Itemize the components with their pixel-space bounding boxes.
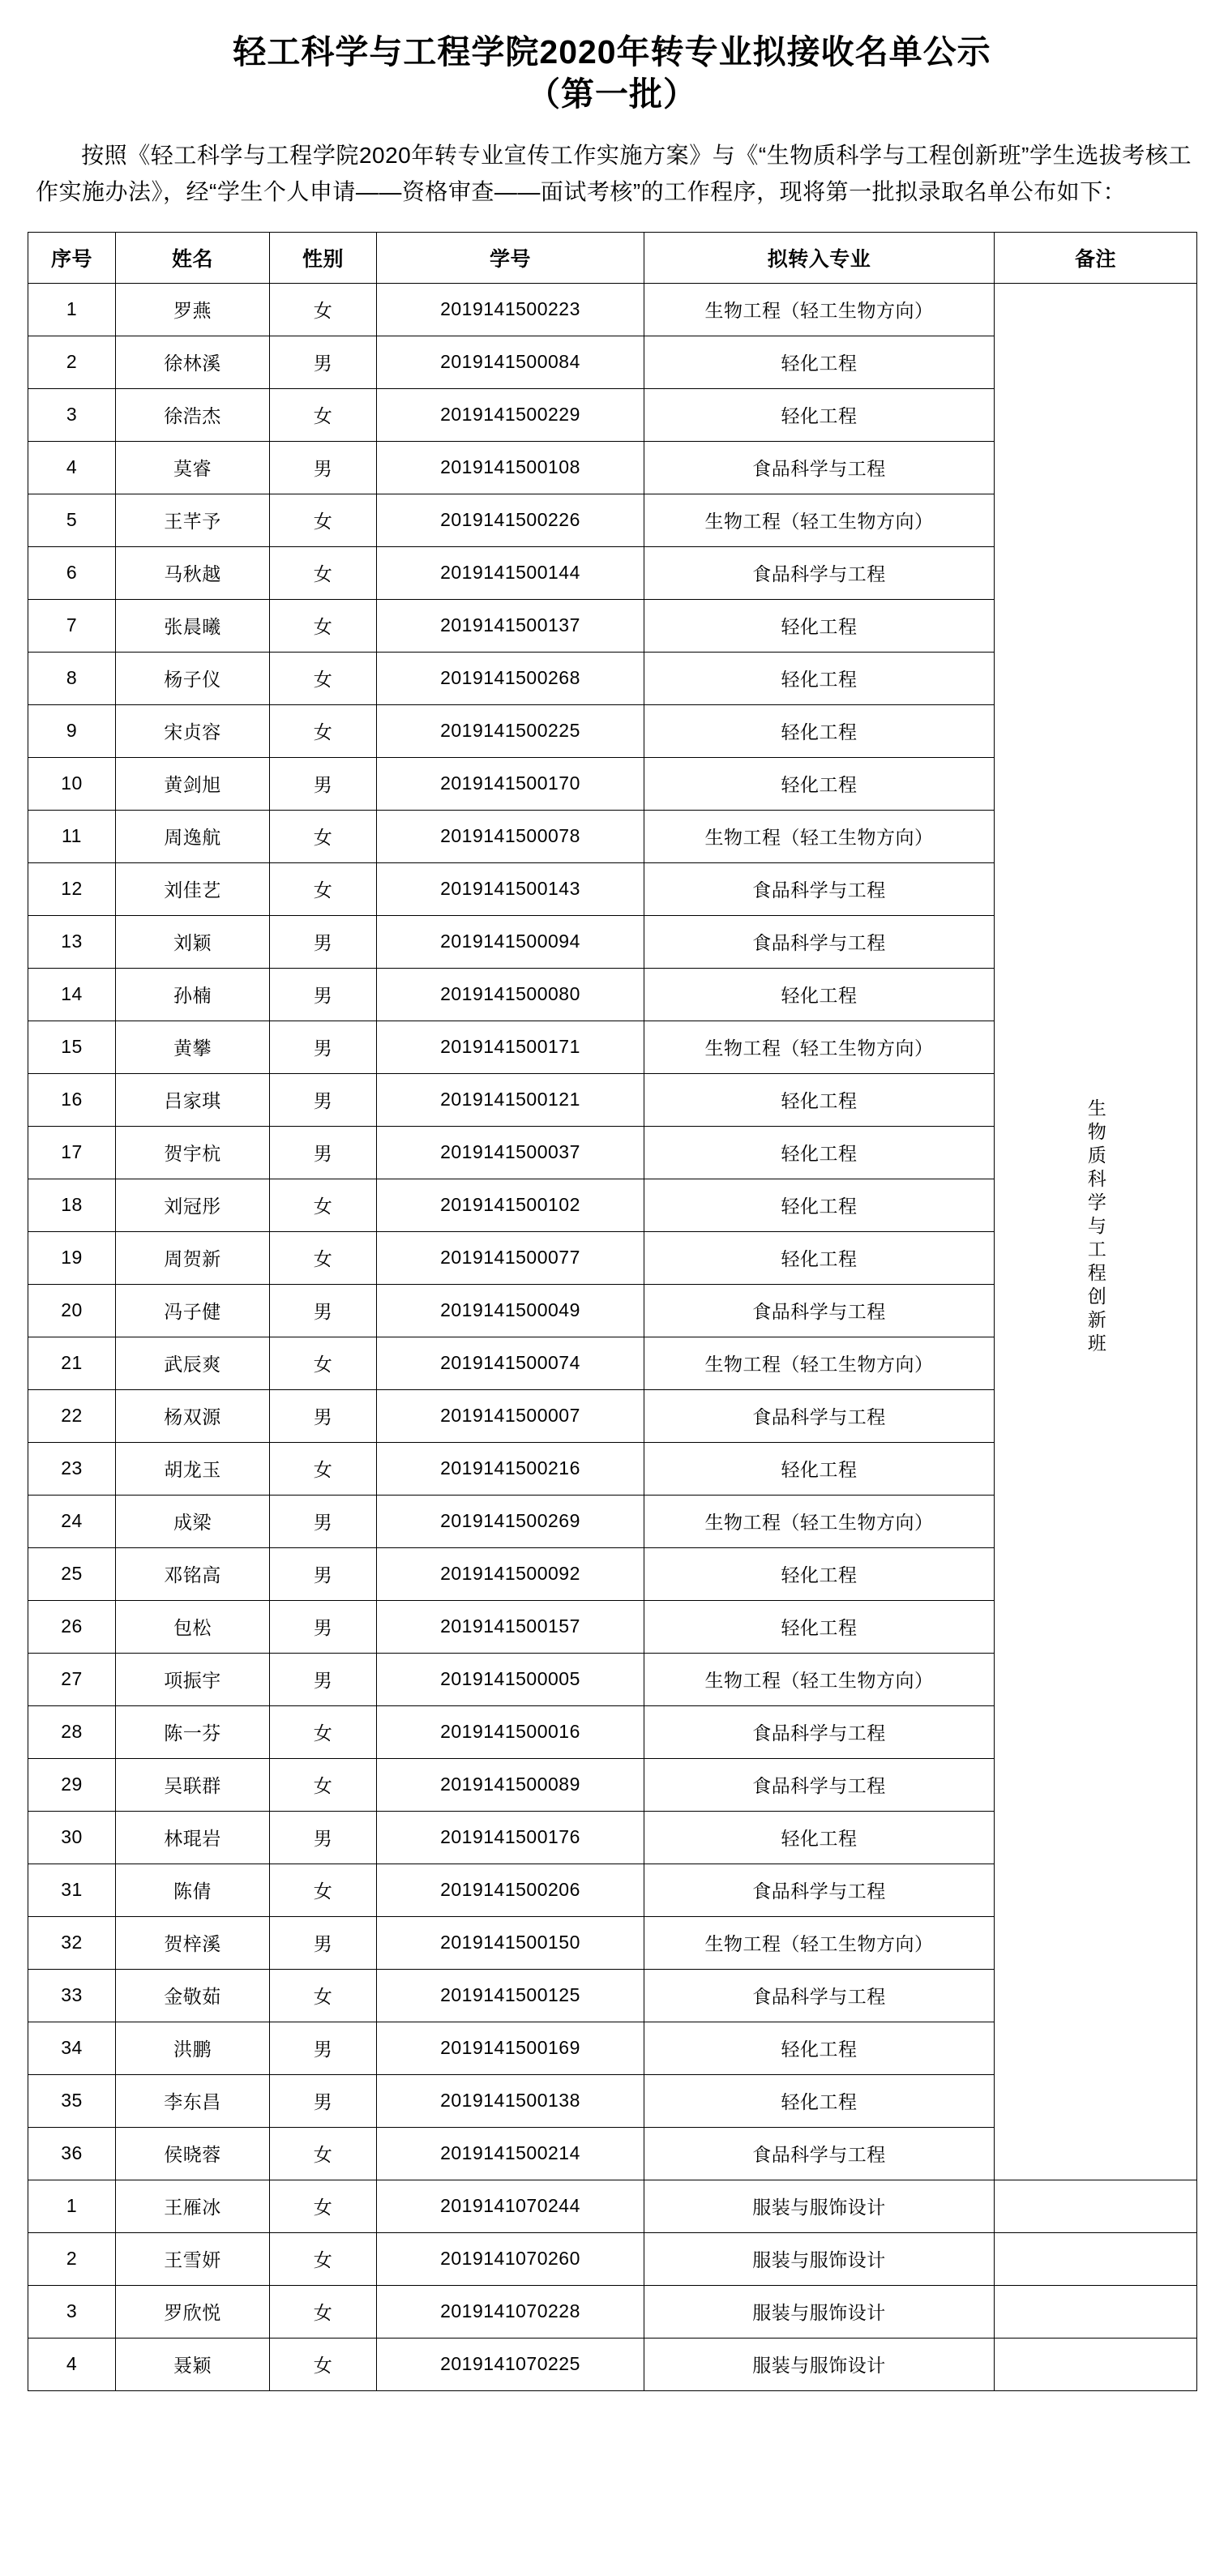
cell-name: 邓铭高 <box>116 1547 270 1600</box>
table-row <box>28 283 1197 336</box>
cell-major: 轻化工程 <box>644 1231 995 1284</box>
cell-gender: 男 <box>270 1495 377 1547</box>
cell-gender: 女 <box>270 1337 377 1389</box>
cell-name: 冯子健 <box>116 1284 270 1337</box>
cell-student-id: 2019141070228 <box>377 2285 644 2338</box>
cell-gender: 男 <box>270 1284 377 1337</box>
cell-major: 食品科学与工程 <box>644 862 995 915</box>
cell-major: 生物工程（轻工生物方向） <box>644 494 995 546</box>
cell-name: 侯晓蓉 <box>116 2127 270 2180</box>
cell-major: 轻化工程 <box>644 2074 995 2127</box>
cell-major: 食品科学与工程 <box>644 546 995 599</box>
cell-name: 金敬茹 <box>116 1969 270 2022</box>
cell-seq: 9 <box>28 704 116 757</box>
cell-seq: 24 <box>28 1495 116 1547</box>
remark-vertical-text: 生物质科学与工程创新班 <box>1085 1098 1106 1358</box>
cell-major: 轻化工程 <box>644 757 995 810</box>
cell-gender: 男 <box>270 1600 377 1653</box>
cell-seq: 4 <box>28 2338 116 2390</box>
cell-student-id: 2019141070225 <box>377 2338 644 2390</box>
cell-student-id: 2019141500138 <box>377 2074 644 2127</box>
cell-student-id: 2019141500229 <box>377 388 644 441</box>
cell-major: 轻化工程 <box>644 1442 995 1495</box>
cell-student-id: 2019141500094 <box>377 915 644 968</box>
cell-seq: 1 <box>28 283 116 336</box>
cell-student-id: 2019141500269 <box>377 1495 644 1547</box>
cell-major: 生物工程（轻工生物方向） <box>644 1653 995 1705</box>
cell-gender: 男 <box>270 2022 377 2074</box>
cell-seq: 18 <box>28 1179 116 1231</box>
cell-name: 贺梓溪 <box>116 1916 270 1969</box>
cell-major: 食品科学与工程 <box>644 1758 995 1811</box>
cell-major: 食品科学与工程 <box>644 1284 995 1337</box>
cell-major: 轻化工程 <box>644 1126 995 1179</box>
cell-major: 服装与服饰设计 <box>644 2285 995 2338</box>
cell-student-id: 2019141500102 <box>377 1179 644 1231</box>
cell-name: 周逸航 <box>116 810 270 862</box>
title-line-1: 轻工科学与工程学院2020年转专业拟接收名单公示 <box>233 33 991 71</box>
cell-name: 杨子仪 <box>116 652 270 704</box>
cell-gender: 男 <box>270 1916 377 1969</box>
cell-seq: 13 <box>28 915 116 968</box>
cell-student-id: 2019141500223 <box>377 283 644 336</box>
cell-major: 轻化工程 <box>644 1073 995 1126</box>
cell-seq: 23 <box>28 1442 116 1495</box>
cell-student-id: 2019141500170 <box>377 757 644 810</box>
cell-name: 吴联群 <box>116 1758 270 1811</box>
cell-name: 刘佳艺 <box>116 862 270 915</box>
cell-major: 轻化工程 <box>644 599 995 652</box>
table-row <box>28 2232 1197 2285</box>
cell-major: 轻化工程 <box>644 2022 995 2074</box>
cell-major: 轻化工程 <box>644 1811 995 1864</box>
page-title <box>28 31 1196 116</box>
cell-major: 食品科学与工程 <box>644 2127 995 2180</box>
cell-gender: 女 <box>270 2285 377 2338</box>
cell-student-id: 2019141500268 <box>377 652 644 704</box>
cell-student-id: 2019141500157 <box>377 1600 644 1653</box>
table-header-row <box>28 232 1197 283</box>
cell-gender: 女 <box>270 2338 377 2390</box>
cell-seq: 7 <box>28 599 116 652</box>
cell-major: 食品科学与工程 <box>644 915 995 968</box>
cell-seq: 31 <box>28 1864 116 1916</box>
cell-seq: 27 <box>28 1653 116 1705</box>
cell-gender: 女 <box>270 862 377 915</box>
cell-student-id: 2019141500206 <box>377 1864 644 1916</box>
cell-name: 张晨曦 <box>116 599 270 652</box>
cell-major: 轻化工程 <box>644 968 995 1021</box>
cell-seq: 12 <box>28 862 116 915</box>
cell-student-id: 2019141500225 <box>377 704 644 757</box>
cell-major: 食品科学与工程 <box>644 1705 995 1758</box>
cell-student-id: 2019141500176 <box>377 1811 644 1864</box>
cell-student-id: 2019141500077 <box>377 1231 644 1284</box>
cell-seq: 1 <box>28 2180 116 2232</box>
cell-student-id: 2019141500226 <box>377 494 644 546</box>
cell-seq: 19 <box>28 1231 116 1284</box>
cell-major: 生物工程（轻工生物方向） <box>644 810 995 862</box>
cell-student-id: 2019141500144 <box>377 546 644 599</box>
column-header-remark: 备注 <box>995 232 1197 283</box>
cell-seq: 2 <box>28 336 116 388</box>
intro-paragraph <box>36 137 1192 211</box>
cell-name: 王雪妍 <box>116 2232 270 2285</box>
cell-major: 生物工程（轻工生物方向） <box>644 1021 995 1073</box>
cell-name: 贺宇杭 <box>116 1126 270 1179</box>
cell-name: 陈倩 <box>116 1864 270 1916</box>
cell-gender: 男 <box>270 968 377 1021</box>
column-header-student-id: 学号 <box>377 232 644 283</box>
cell-name: 罗燕 <box>116 283 270 336</box>
cell-major: 食品科学与工程 <box>644 1389 995 1442</box>
cell-seq: 4 <box>28 441 116 494</box>
cell-gender: 女 <box>270 810 377 862</box>
intro-text: 按照《轻工科学与工程学院2020年转专业宣传工作实施方案》与《“生物质科学与工程创新班”学生选拔考核工作实施办法》，经“学生个人申请——资格审查——面试考核”的工作程序，现将第一批拟录取名单公布如下： <box>36 142 1192 205</box>
cell-gender: 女 <box>270 1705 377 1758</box>
cell-name: 包松 <box>116 1600 270 1653</box>
cell-gender: 女 <box>270 2127 377 2180</box>
cell-gender: 男 <box>270 915 377 968</box>
cell-gender: 男 <box>270 336 377 388</box>
cell-seq: 3 <box>28 2285 116 2338</box>
cell-major: 生物工程（轻工生物方向） <box>644 283 995 336</box>
cell-remark <box>995 2285 1197 2338</box>
cell-major: 生物工程（轻工生物方向） <box>644 1916 995 1969</box>
cell-name: 聂颖 <box>116 2338 270 2390</box>
cell-gender: 男 <box>270 1547 377 1600</box>
cell-gender: 女 <box>270 388 377 441</box>
cell-gender: 女 <box>270 2232 377 2285</box>
cell-seq: 17 <box>28 1126 116 1179</box>
cell-seq: 29 <box>28 1758 116 1811</box>
accepted-students-table <box>28 232 1197 2391</box>
cell-name: 刘冠彤 <box>116 1179 270 1231</box>
table-row <box>28 2285 1197 2338</box>
cell-name: 项振宇 <box>116 1653 270 1705</box>
cell-student-id: 2019141500214 <box>377 2127 644 2180</box>
cell-student-id: 2019141500171 <box>377 1021 644 1073</box>
cell-student-id: 2019141070260 <box>377 2232 644 2285</box>
cell-name: 王芊予 <box>116 494 270 546</box>
cell-seq: 2 <box>28 2232 116 2285</box>
cell-student-id: 2019141500169 <box>377 2022 644 2074</box>
cell-gender: 女 <box>270 546 377 599</box>
cell-name: 孙楠 <box>116 968 270 1021</box>
cell-major: 轻化工程 <box>644 388 995 441</box>
cell-seq: 14 <box>28 968 116 1021</box>
cell-gender: 男 <box>270 1653 377 1705</box>
cell-student-id: 2019141500150 <box>377 1916 644 1969</box>
cell-student-id: 2019141500108 <box>377 441 644 494</box>
cell-major: 轻化工程 <box>644 704 995 757</box>
cell-remark <box>995 2232 1197 2285</box>
cell-student-id: 2019141500080 <box>377 968 644 1021</box>
cell-name: 徐浩杰 <box>116 388 270 441</box>
column-header-name: 姓名 <box>116 232 270 283</box>
cell-name: 吕家琪 <box>116 1073 270 1126</box>
cell-seq: 5 <box>28 494 116 546</box>
cell-gender: 女 <box>270 1969 377 2022</box>
cell-gender: 男 <box>270 441 377 494</box>
cell-name: 黄剑旭 <box>116 757 270 810</box>
cell-student-id: 2019141500137 <box>377 599 644 652</box>
cell-seq: 32 <box>28 1916 116 1969</box>
cell-student-id: 2019141500037 <box>377 1126 644 1179</box>
cell-gender: 男 <box>270 1021 377 1073</box>
cell-seq: 20 <box>28 1284 116 1337</box>
cell-name: 徐林溪 <box>116 336 270 388</box>
cell-major: 服装与服饰设计 <box>644 2180 995 2232</box>
table-row <box>28 2338 1197 2390</box>
cell-seq: 15 <box>28 1021 116 1073</box>
cell-gender: 女 <box>270 652 377 704</box>
cell-gender: 女 <box>270 494 377 546</box>
cell-seq: 3 <box>28 388 116 441</box>
cell-seq: 6 <box>28 546 116 599</box>
cell-student-id: 2019141500078 <box>377 810 644 862</box>
cell-seq: 11 <box>28 810 116 862</box>
table-row <box>28 2180 1197 2232</box>
cell-seq: 30 <box>28 1811 116 1864</box>
cell-seq: 16 <box>28 1073 116 1126</box>
cell-name: 罗欣悦 <box>116 2285 270 2338</box>
cell-major: 轻化工程 <box>644 652 995 704</box>
cell-seq: 26 <box>28 1600 116 1653</box>
cell-name: 莫睿 <box>116 441 270 494</box>
cell-student-id: 2019141500092 <box>377 1547 644 1600</box>
cell-seq: 25 <box>28 1547 116 1600</box>
cell-remark <box>995 2180 1197 2232</box>
cell-name: 武辰爽 <box>116 1337 270 1389</box>
cell-seq: 33 <box>28 1969 116 2022</box>
cell-student-id: 2019141500143 <box>377 862 644 915</box>
cell-student-id: 2019141500049 <box>377 1284 644 1337</box>
cell-name: 宋贞容 <box>116 704 270 757</box>
cell-student-id: 2019141500216 <box>377 1442 644 1495</box>
cell-gender: 女 <box>270 1758 377 1811</box>
cell-gender: 男 <box>270 1073 377 1126</box>
cell-major: 生物工程（轻工生物方向） <box>644 1337 995 1389</box>
cell-gender: 男 <box>270 2074 377 2127</box>
cell-student-id: 2019141070244 <box>377 2180 644 2232</box>
cell-seq: 28 <box>28 1705 116 1758</box>
cell-gender: 女 <box>270 1179 377 1231</box>
cell-major: 食品科学与工程 <box>644 1864 995 1916</box>
cell-major: 食品科学与工程 <box>644 441 995 494</box>
cell-name: 洪鹏 <box>116 2022 270 2074</box>
cell-name: 杨双源 <box>116 1389 270 1442</box>
cell-gender: 女 <box>270 704 377 757</box>
cell-name: 马秋越 <box>116 546 270 599</box>
cell-major: 轻化工程 <box>644 1547 995 1600</box>
cell-gender: 女 <box>270 1231 377 1284</box>
cell-student-id: 2019141500005 <box>377 1653 644 1705</box>
cell-student-id: 2019141500125 <box>377 1969 644 2022</box>
cell-seq: 21 <box>28 1337 116 1389</box>
column-header-seq: 序号 <box>28 232 116 283</box>
title-line-2: （第一批） <box>527 75 697 113</box>
column-header-major: 拟转入专业 <box>644 232 995 283</box>
cell-major: 轻化工程 <box>644 336 995 388</box>
cell-name: 黄攀 <box>116 1021 270 1073</box>
cell-major: 轻化工程 <box>644 1179 995 1231</box>
cell-name: 周贺新 <box>116 1231 270 1284</box>
cell-name: 王雁冰 <box>116 2180 270 2232</box>
cell-name: 陈一芬 <box>116 1705 270 1758</box>
cell-name: 李东昌 <box>116 2074 270 2127</box>
cell-gender: 女 <box>270 599 377 652</box>
cell-student-id: 2019141500089 <box>377 1758 644 1811</box>
cell-remark-group <box>995 283 1197 2180</box>
cell-student-id: 2019141500121 <box>377 1073 644 1126</box>
cell-major: 服装与服饰设计 <box>644 2338 995 2390</box>
cell-major: 生物工程（轻工生物方向） <box>644 1495 995 1547</box>
cell-seq: 35 <box>28 2074 116 2127</box>
cell-gender: 男 <box>270 1126 377 1179</box>
cell-seq: 36 <box>28 2127 116 2180</box>
cell-gender: 女 <box>270 1442 377 1495</box>
column-header-gender: 性别 <box>270 232 377 283</box>
cell-seq: 8 <box>28 652 116 704</box>
cell-major: 食品科学与工程 <box>644 1969 995 2022</box>
cell-seq: 34 <box>28 2022 116 2074</box>
cell-gender: 女 <box>270 1864 377 1916</box>
cell-student-id: 2019141500016 <box>377 1705 644 1758</box>
cell-name: 刘颖 <box>116 915 270 968</box>
cell-name: 林琨岩 <box>116 1811 270 1864</box>
cell-student-id: 2019141500084 <box>377 336 644 388</box>
table-body <box>28 283 1197 2390</box>
cell-gender: 女 <box>270 2180 377 2232</box>
cell-seq: 22 <box>28 1389 116 1442</box>
cell-student-id: 2019141500074 <box>377 1337 644 1389</box>
cell-name: 成梁 <box>116 1495 270 1547</box>
cell-major: 服装与服饰设计 <box>644 2232 995 2285</box>
cell-student-id: 2019141500007 <box>377 1389 644 1442</box>
cell-remark <box>995 2338 1197 2390</box>
cell-name: 胡龙玉 <box>116 1442 270 1495</box>
cell-seq: 10 <box>28 757 116 810</box>
cell-gender: 男 <box>270 1389 377 1442</box>
cell-gender: 男 <box>270 757 377 810</box>
cell-gender: 男 <box>270 1811 377 1864</box>
cell-major: 轻化工程 <box>644 1600 995 1653</box>
cell-gender: 女 <box>270 283 377 336</box>
